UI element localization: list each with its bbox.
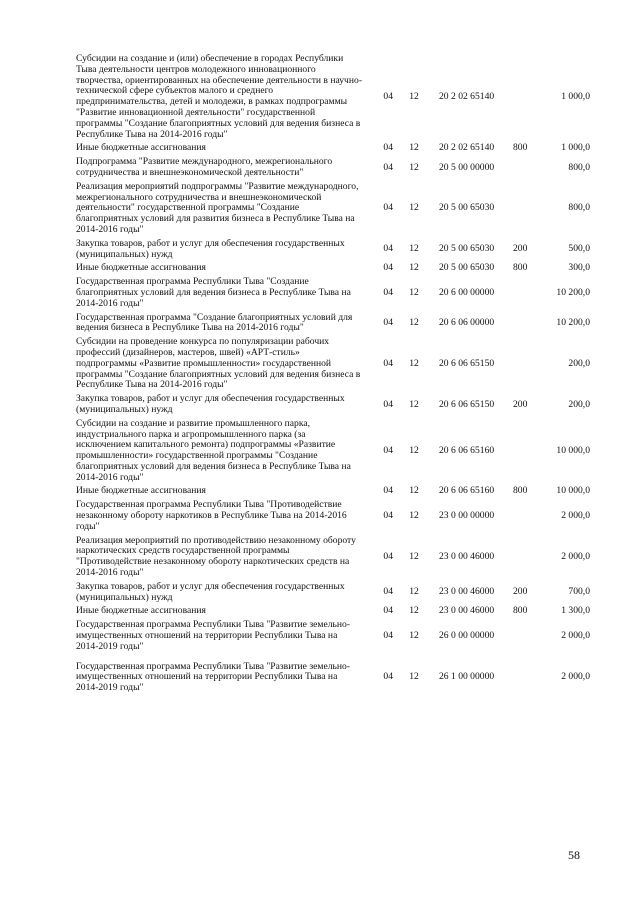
- amount: 10 000,0: [556, 444, 590, 456]
- target-article-code: 20 5 00 00000: [439, 161, 495, 173]
- table-row: [76, 582, 590, 607]
- target-article-code: 20 2 02 65140: [439, 142, 495, 154]
- target-article-code: 20 6 06 65150: [439, 398, 495, 410]
- row-description: Государственная программа "Создание благоприятных условий для ведения бизнеса в Республике Тыва на 2014-2016 годы": [76, 311, 353, 334]
- table-row: [76, 419, 590, 487]
- row-description: Реализация мероприятий по противодействию незаконному обороту наркотических средств государственной программы "Противодействие незаконному обороту наркотических средств на 2014-2016 годы": [76, 534, 356, 579]
- expense-type-code: [513, 182, 546, 239]
- row-description: Иные бюджетные ассигнования: [76, 605, 206, 617]
- row-description: Закупка товаров, работ и услуг для обеспечения государственных (муниципальных) нужд: [76, 237, 345, 260]
- row-description: Государственная программа Республики Тыва "Противодействие незаконному обороту наркотиков в Республике Тыва на 2014-2016 годы": [76, 499, 347, 532]
- row-description: Государственная программа Республики Тыва "Развитие земельно-имущественных отношений на территории Республики Тыва на 2014-2019 годы": [76, 660, 350, 694]
- section-code: 04: [383, 286, 393, 298]
- budget-table: [76, 54, 590, 697]
- target-article-code: 20 6 06 65150: [439, 357, 495, 369]
- table-row: [76, 239, 590, 264]
- subsection-code: 12: [409, 630, 419, 642]
- section-code: 04: [383, 202, 393, 214]
- expense-type-code: 200: [513, 398, 528, 410]
- amount: 2 000,0: [561, 630, 590, 642]
- row-description: Реализация мероприятий подпрограммы "Развитие международного, межрегионального сотрудничества и внешнеэкономической деятельности" государственной программы "Создание благоприятных условий для развития бизнеса в Республике Тыва на 2014-2016 годы": [76, 180, 359, 235]
- table-row: [76, 500, 590, 535]
- target-article-code: 20 5 00 65030: [439, 243, 495, 255]
- subsection-code: 12: [409, 142, 419, 154]
- row-description: Закупка товаров, работ и услуг для обеспечения государственных (муниципальных) нужд: [76, 393, 345, 415]
- section-code: 04: [383, 630, 393, 642]
- expense-type-code: 800: [513, 142, 528, 154]
- table-row: [76, 143, 590, 157]
- amount: 2 000,0: [561, 550, 590, 562]
- target-article-code: 26 1 00 00000: [439, 671, 495, 683]
- table-row: [76, 263, 590, 277]
- row-description: Иные бюджетные ассигнования: [76, 262, 206, 274]
- subsection-code: 12: [409, 316, 419, 328]
- target-article-code: 26 0 00 00000: [439, 630, 495, 642]
- subsection-code: 12: [409, 444, 419, 456]
- expense-type-code: 800: [513, 262, 528, 274]
- section-code: 04: [383, 316, 393, 328]
- expense-type-code: [513, 313, 546, 338]
- subsection-code: 12: [409, 398, 419, 410]
- row-description: Закупка товаров, работ и услуг для обеспечения государственных (муниципальных) нужд: [76, 580, 345, 603]
- amount: 10 200,0: [556, 316, 590, 328]
- amount: 300,0: [568, 262, 590, 274]
- amount: 2 000,0: [561, 510, 590, 522]
- expense-type-code: [513, 620, 546, 655]
- amount: 800,0: [568, 202, 590, 214]
- target-article-code: 20 6 00 00000: [439, 286, 495, 298]
- section-code: 04: [383, 671, 393, 683]
- section-code: 04: [383, 550, 393, 562]
- section-code: 04: [383, 510, 393, 522]
- section-code: 04: [383, 243, 393, 255]
- expense-type-code: [513, 536, 546, 582]
- section-code: 04: [383, 444, 393, 456]
- subsection-code: 12: [409, 202, 419, 214]
- page-number: 58: [568, 848, 580, 862]
- section-code: 04: [383, 357, 393, 369]
- subsection-code: 12: [409, 243, 419, 255]
- amount: 200,0: [568, 357, 590, 369]
- subsection-code: 12: [409, 485, 419, 497]
- target-article-code: 23 0 00 46000: [439, 586, 495, 598]
- table-row: [76, 277, 590, 312]
- target-article-code: 23 0 00 00000: [439, 510, 495, 522]
- amount: 10 200,0: [556, 286, 590, 298]
- subsection-code: 12: [409, 262, 419, 274]
- subsection-code: 12: [409, 161, 419, 173]
- expense-type-code: [513, 54, 546, 143]
- target-article-code: 20 5 00 65030: [439, 202, 495, 214]
- table-row: [76, 536, 590, 582]
- target-article-code: 23 0 00 46000: [439, 550, 495, 562]
- budget-rows: [76, 54, 590, 697]
- amount: 700,0: [568, 586, 590, 598]
- expense-type-code: [513, 500, 546, 535]
- expense-type-code: [513, 662, 546, 697]
- amount: 1 000,0: [561, 90, 590, 102]
- row-description: Государственная программа Республики Тыва "Создание благоприятных условий для ведения бизнеса в Республике Тыва на 2014-2016 годы": [76, 276, 351, 309]
- amount: 800,0: [568, 161, 590, 173]
- section-code: 04: [383, 90, 393, 102]
- row-description: Субсидии на создание и (или) обеспечение в городах Республики Тыва деятельности центров молодежного инновационного творчества, ориентированных на обеспечение деятельности в научно-технической сфере субъектов малого и среднего предпринимательства, детей и молодежи, в рамках подпрограммы "Развитие инновационной деятельности" государственной программы "Создание благоприятных условий для ведения бизнеса в Республике Тыва на 2014-2016 годы": [76, 53, 363, 140]
- section-code: 04: [383, 586, 393, 598]
- row-description: Государственная программа Республики Тыва "Развитие земельно-имущественных отношений на территории Республики Тыва на 2014-2019 годы": [76, 619, 350, 652]
- table-row: [76, 313, 590, 338]
- target-article-code: 23 0 00 46000: [439, 605, 495, 617]
- target-article-code: 20 6 06 65160: [439, 444, 495, 456]
- subsection-code: 12: [409, 586, 419, 598]
- expense-type-code: 200: [513, 243, 528, 255]
- table-row: [76, 337, 590, 394]
- table-row: [76, 606, 590, 620]
- subsection-code: 12: [409, 510, 419, 522]
- row-description: Подпрограмма "Развитие международного, межрегионального сотрудничества и внешнеэкономической деятельности": [76, 156, 333, 178]
- subsection-code: 12: [409, 550, 419, 562]
- amount: 2 000,0: [561, 671, 590, 683]
- table-row: [76, 157, 590, 182]
- table-row: [76, 54, 590, 143]
- section-code: 04: [383, 485, 393, 497]
- table-row: [76, 486, 590, 500]
- table-row: [76, 620, 590, 655]
- section-code: 04: [383, 142, 393, 154]
- table-row: [76, 662, 590, 697]
- row-description: Субсидии на создание и развитие промышленного парка, индустриального парка и агропромышленного парка (за исключением капитального ремонта) подпрограммы «Развитие промышленности» государственной программы "Создание благоприятных условий для ведения бизнеса в Республике Тыва на 2014-2016 годы": [76, 417, 351, 483]
- subsection-code: 12: [409, 286, 419, 298]
- expense-type-code: 800: [513, 485, 528, 497]
- section-code: 04: [383, 398, 393, 410]
- amount: 200,0: [568, 398, 590, 410]
- subsection-code: 12: [409, 605, 419, 617]
- table-row: [76, 394, 590, 419]
- expense-type-code: 800: [513, 605, 528, 617]
- section-code: 04: [383, 161, 393, 173]
- section-code: 04: [383, 262, 393, 274]
- expense-type-code: [513, 419, 546, 487]
- target-article-code: 20 6 06 00000: [439, 316, 495, 328]
- table-row: [76, 182, 590, 239]
- subsection-code: 12: [409, 90, 419, 102]
- section-code: 04: [383, 605, 393, 617]
- expense-type-code: [513, 157, 546, 182]
- amount: 500,0: [568, 243, 590, 255]
- row-description: Иные бюджетные ассигнования: [76, 142, 206, 154]
- subsection-code: 12: [409, 671, 419, 683]
- target-article-code: 20 5 00 65030: [439, 262, 495, 274]
- subsection-code: 12: [409, 357, 419, 369]
- expense-type-code: [513, 277, 546, 312]
- expense-type-code: [513, 337, 546, 394]
- row-description: Иные бюджетные ассигнования: [76, 485, 206, 497]
- row-description: Субсидии на проведение конкурса по популяризации рабочих профессий (дизайнеров, мастеров, швей) «АРТ-стиль» подпрограммы «Развитие промышленности» государственной программы "Создание благоприятных условий для ведения бизнеса в Республике Тыва на 2014-2016 годы": [76, 336, 361, 391]
- amount: 1 300,0: [561, 605, 590, 617]
- expense-type-code: 200: [513, 586, 528, 598]
- target-article-code: 20 6 06 65160: [439, 485, 495, 497]
- amount: 10 000,0: [556, 485, 590, 497]
- amount: 1 000,0: [561, 142, 590, 154]
- target-article-code: 20 2 02 65140: [439, 90, 495, 102]
